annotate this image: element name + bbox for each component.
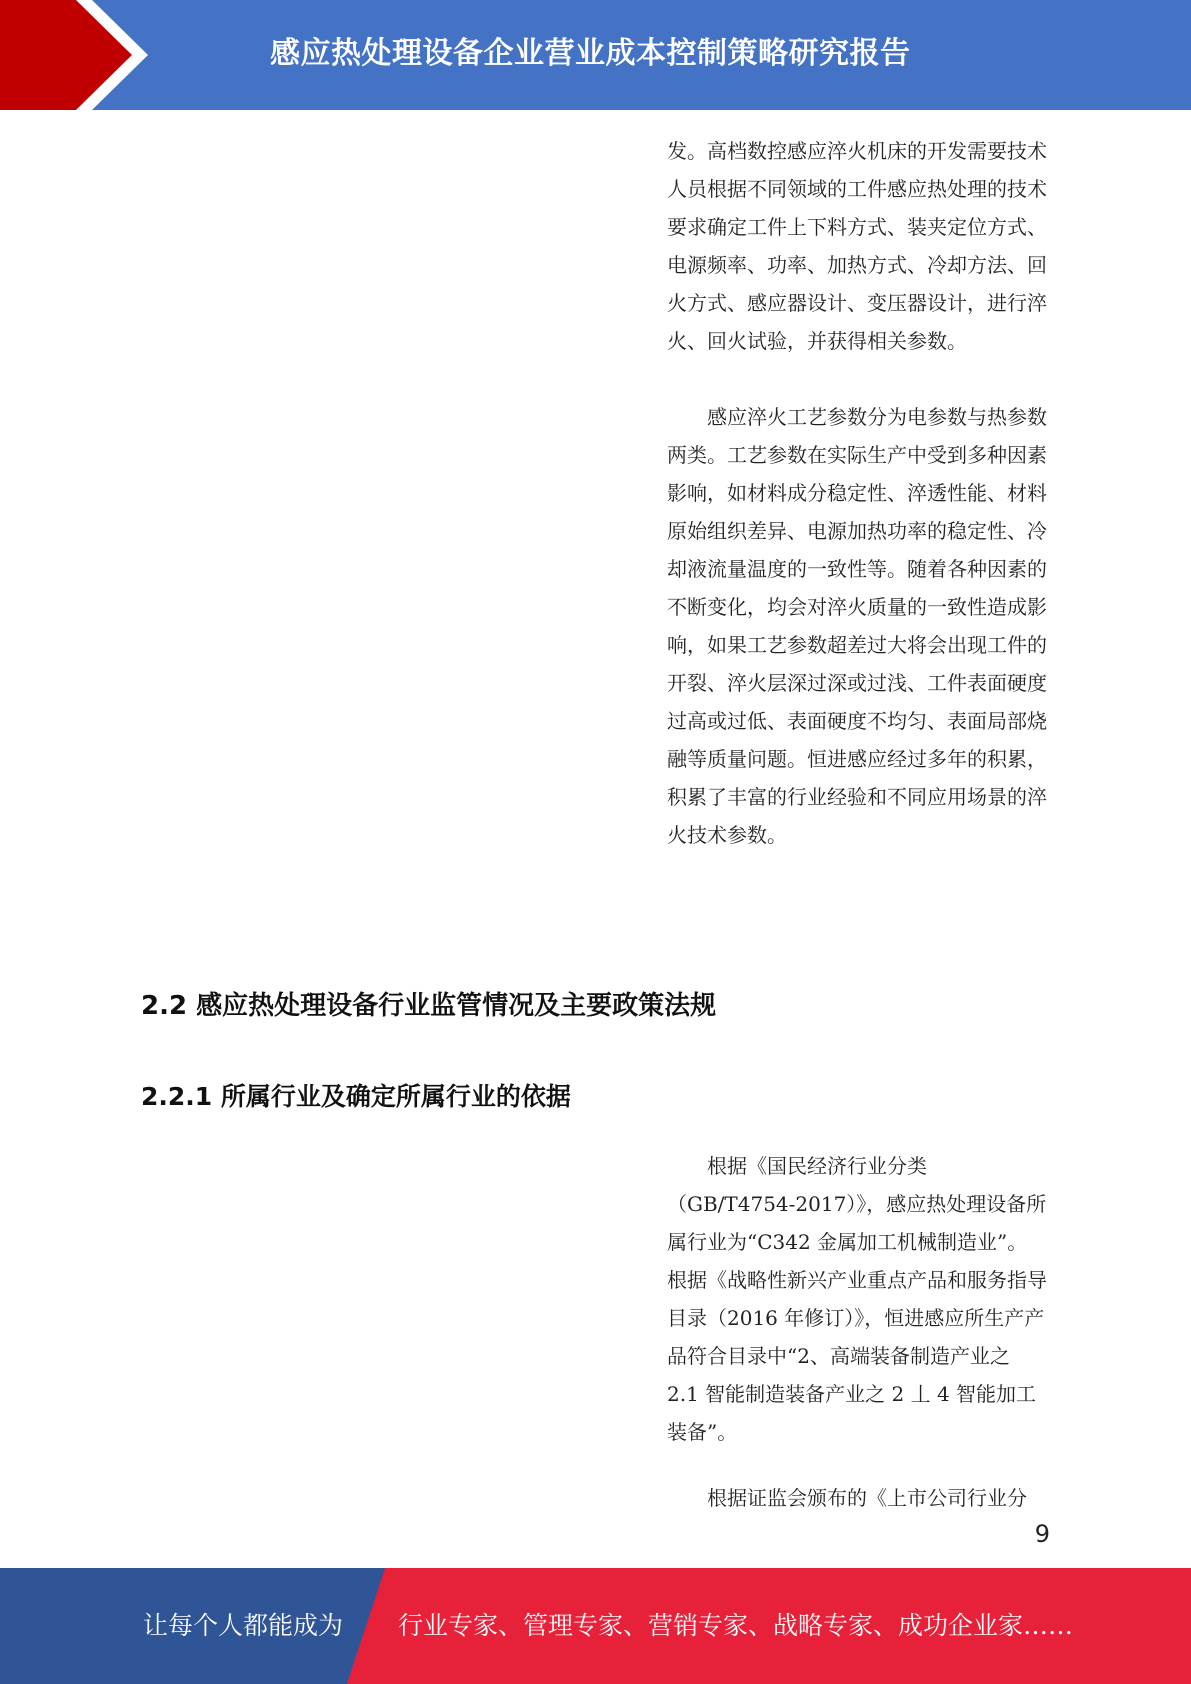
footer-slogan-right: 行业专家、管理专家、营销专家、战略专家、成功企业家…… <box>398 1611 1074 1640</box>
page-header <box>0 0 1191 110</box>
paragraph: 感应淬火工艺参数分为电参数与热参数两类。工艺参数在实际生产中受到多种因素影响，如材料成分稳定性、淬透性能、材料原始组织差异、电源加热功率的稳定性、冷却液流量温度的一致性等。随着各种因素的不断变化，均会对淬火质量的一致性造成影响，如果工艺参数超差过大将会出现工件的开裂、淬火层深过深或过浅、工件表面硬度过高或过低、表面硬度不均匀、表面局部烧融等质量问题。恒进感应经过多年的积累，积累了丰富的行业经验和不同应用场景的淬火技术参数。 <box>667 405 1047 847</box>
section-heading: 2.2 感应热处理设备行业监管情况及主要政策法规 <box>141 991 717 1021</box>
paragraph-gap <box>667 1451 1047 1479</box>
paragraph: 根据《国民经济行业分类（GB/T4754-2017）》，感应热处理设备所属行业为“C342 金属加工机械制造业”。根据《战略性新兴产业重点产品和服务指导目录（2016 年修订）》，恒进感应所生产产品符合目录中“2、高端装备制造产业之 2.1 智能制造装备产业之 2 丄 4 智能加工装备”。 <box>667 1154 1047 1444</box>
paragraph-gap <box>667 360 1047 398</box>
subsection-heading: 2.2.1 所属行业及确定所属行业的依据 <box>141 1082 571 1111</box>
paragraph: 发。高档数控感应淬火机床的开发需要技术人员根据不同领域的工件感应热处理的技术要求确定工件上下料方式、装夹定位方式、电源频率、功率、加热方式、冷却方法、回火方式、感应器设计、变压器设计，进行淬火、回火试验，并获得相关参数。 <box>667 139 1047 353</box>
page-number: 9 <box>1034 1520 1050 1548</box>
text-column-bottom <box>667 1147 1047 1517</box>
footer-slogan-left: 让每个人都能成为 <box>143 1611 344 1640</box>
paragraph: 根据证监会颁布的《上市公司行业分 <box>707 1486 1027 1510</box>
header-title: 感应热处理设备企业营业成本控制策略研究报告 <box>270 36 911 71</box>
text-column-top <box>667 132 1047 854</box>
page-footer <box>0 1568 1191 1684</box>
